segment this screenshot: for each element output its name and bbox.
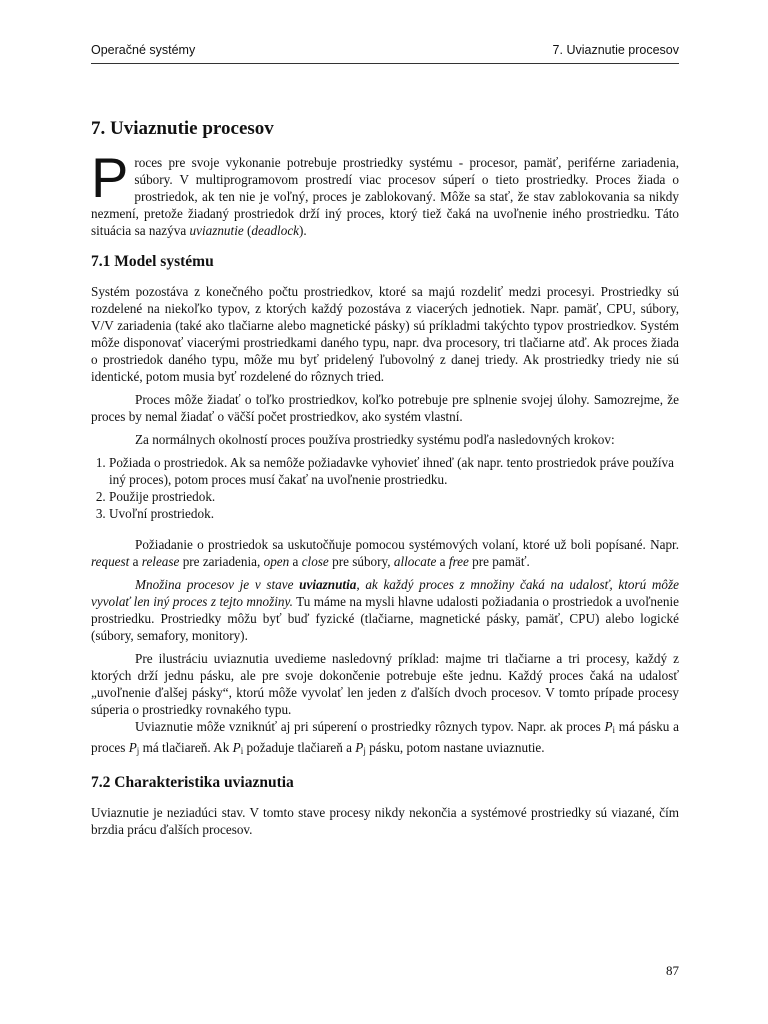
intro-paragraph: Proces pre svoje vykonanie potrebuje prostriedky systému - procesor, pamäť, periférne zariadenia, súbory. V multiprogramovom prostredí viac procesov súperí o tieto prostriedky. Proces žiada o prostriedok, ak ten nie je voľný, proces je zablokovaný. Môže sa stať, že stav zablokovania sa nikdy nezmení, pretože žiadaný prostriedok drží iný proces, ktorý tiež čaká na uvoľnenie iného prostriedku. Táto situácia sa nazýva uviaznutie (deadlock). (91, 146, 679, 238)
definition-paragraph: Množina procesov je v stave uviaznutia, ak každý proces z množiny čaká na udalosť, ktorú môže vyvolať len iný proces z tejto množiny. Tu máme na mysli hlavne udalosti požiadania o prostriedok a uvoľnenie prostriedku. Prostriedky môžu byť buď fyzické (tlačiarne, magnetické pásky, pamäť, CPU) alebo logické (súbory, semafory, monitory). (91, 577, 679, 643)
paragraph: Uviaznutie môže vzniknúť aj pri súperení o prostriedky rôznych typov. Napr. ak proces $P_i$ má pásku a proces $P_j$ má tlačiareň. Ak $P_i$ požaduje tlačiareň a $P_j$ pásku, potom nastane uviaznutie. (91, 719, 679, 756)
steps-list (91, 454, 679, 522)
paragraph: Požiadanie o prostriedok sa uskutočňuje pomocou systémových volaní, ktoré už boli popísané. Napr. request a release pre zariadenia, open a close pre súbory, allocate a free pre pamäť. (91, 537, 679, 569)
paragraph: Za normálnych okolností proces používa prostriedky systému podľa nasledovných krokov: (135, 432, 615, 447)
list-item: 1. Požiada o prostriedok. Ak sa nemôže požiadavke vyhovieť ihneď (ak napr. tento prostriedok práve používa iný proces), potom proces musí čakať na uvoľnenie prostriedku. (109, 454, 679, 488)
header-rule (91, 63, 679, 64)
section-title-7-1: 7.1 Model systému (91, 253, 214, 270)
paragraph: Proces môže žiadať o toľko prostriedkov, koľko potrebuje pre splnenie svojej úlohy. Samozrejme, že proces by nemal žiadať o väčší počet prostriedkov, ako systém vlastní. (91, 392, 679, 424)
paragraph: Pre ilustráciu uviaznutia uvedieme nasledovný príklad: majme tri tlačiarne a tri procesy, každý z ktorých drží jednu pásku, ale pre svoje dokončenie potrebuje ešte jednu. Každý proces čaká na udalosť „uvoľnenie ďalšej pásky“, ktorú môže vyvolať len jeden z ďalších dvoch procesov. V tomto prípade procesy súperia o prostriedky rovnakého typu. (91, 651, 679, 717)
header-right: 7. Uviaznutie procesov (552, 43, 679, 57)
paragraph: Systém pozostáva z konečného počtu prostriedkov, ktoré sa majú rozdeliť medzi procesyi. Prostriedky sú rozdelené na niekoľko typov, z ktorých každý pozostáva z viacerých jednotiek. Napr. pamäť, CPU, súbory, V/V zariadenia (také ako tlačiarne alebo magnetické pásky) sú príkladmi takýchto typov prostriedkov. Systém môže disponovať viacerými prostriedkami daného typu, napr. dva procesory, tri tlačiarne atď. Ak proces žiada o prostriedok daného typu, môže mu byť pridelený ľubovolný z danej triedy. Ak prostriedky triedy nie sú identické, potom musia byť rozdelené do rôznych tried. (91, 284, 679, 384)
drop-cap: P (91, 146, 129, 209)
page-body (91, 118, 679, 844)
running-header (91, 43, 679, 63)
header-left: Operačné systémy (91, 43, 196, 57)
section-title-7-2: 7.2 Charakteristika uviaznutia (91, 774, 294, 791)
list-item: 2. Použije prostriedok. (109, 488, 679, 505)
paragraph: Uviaznutie je neziadúci stav. V tomto stave procesy nikdy nekončia a systémové prostriedky sú viazané, čím brzdia prácu ďalších procesov. (91, 805, 679, 837)
chapter-title: 7. Uviaznutie procesov (91, 118, 274, 139)
list-item: 3. Uvoľní prostriedok. (109, 505, 679, 522)
page-number: 87 (666, 963, 679, 978)
